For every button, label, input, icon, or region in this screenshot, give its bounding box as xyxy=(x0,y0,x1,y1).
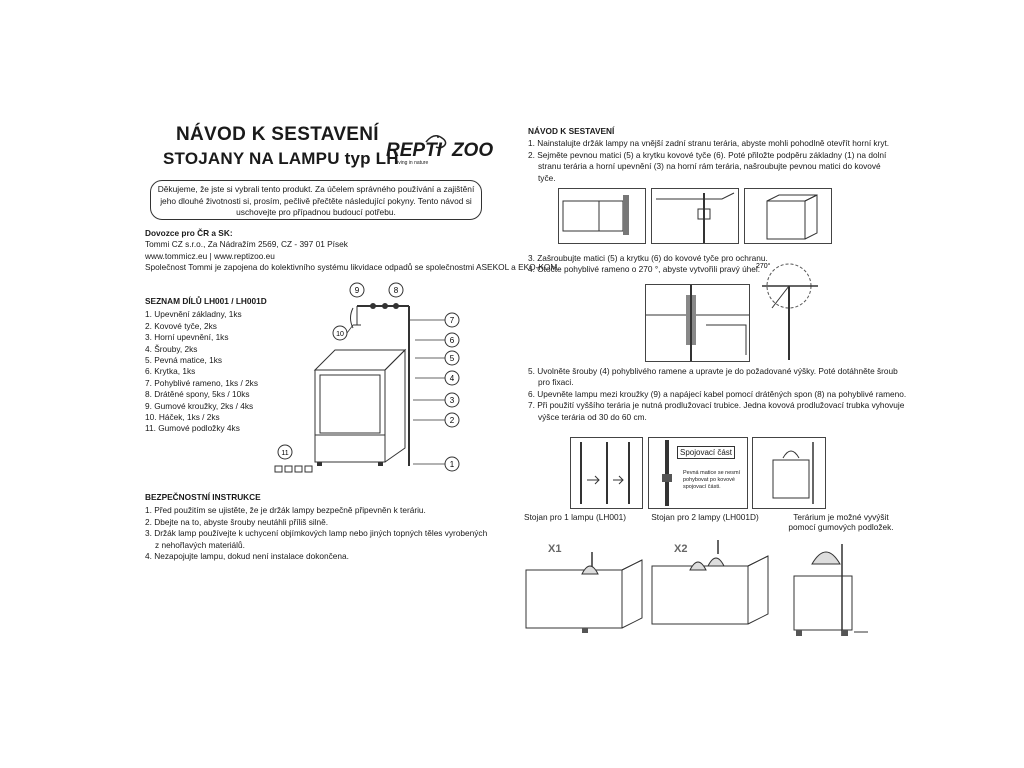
extension-image-1 xyxy=(570,437,643,509)
assembly-steps-b xyxy=(528,253,768,276)
safety-heading: BEZPEČNOSTNÍ INSTRUKCE xyxy=(145,492,261,502)
callout-9: 9 xyxy=(354,286,360,295)
parts-list xyxy=(145,296,267,435)
callout-11: 11 xyxy=(281,450,289,457)
extension-image-3 xyxy=(752,437,826,509)
logo-wordmark: REPTI ZOO xyxy=(386,140,494,161)
step2-image-3 xyxy=(744,188,832,244)
parts-item: 11. Gumové podložky 4ks xyxy=(145,423,240,434)
parts-item: 7. Pohyblivé rameno, 1ks / 2ks xyxy=(145,377,258,388)
raised-terrarium-diagram xyxy=(792,540,872,642)
importer-heading: Dovozce pro ČR a SK: xyxy=(145,228,233,238)
assembly-step: 5. Uvolněte šrouby (4) pohyblivého ramene a upravte je do požadované výšky. Poté dotáhněte šroub xyxy=(528,366,898,376)
safety-instructions xyxy=(145,492,487,562)
importer-block xyxy=(145,228,560,274)
callout-6: 6 xyxy=(449,336,455,345)
parts-item: 6. Krytka, 1ks xyxy=(145,366,196,377)
logo-tagline: living in nature xyxy=(396,160,429,166)
single-stand-diagram xyxy=(522,540,647,640)
safety-item: 4. Nezapojujte lampu, dokud není instalace dokončena. xyxy=(145,551,349,562)
rotation-diagram xyxy=(752,256,822,364)
importer-address: Tommi CZ s.r.o., Za Nádražím 2569, CZ - 397 01 Písek xyxy=(145,239,348,250)
parts-item: 4. Šrouby, 2ks xyxy=(145,343,198,354)
step2-image-2 xyxy=(651,188,739,244)
connector-label: Spojovací část xyxy=(677,446,735,459)
parts-item: 3. Horní upevnění, 1ks xyxy=(145,332,229,343)
importer-recycling: Společnost Tommi je zapojena do kolektivního systému likvidace odpadů se společnostmi ASEKOL a EKO-KOM. xyxy=(145,262,560,273)
parts-item: 1. Upevnění základny, 1ks xyxy=(145,309,242,320)
callout-1: 1 xyxy=(449,460,455,469)
importer-websites: www.tommicz.eu | www.reptizoo.eu xyxy=(145,250,275,261)
page-subtitle: STOJANY NA LAMPU typ LH xyxy=(163,149,399,168)
callout-2: 2 xyxy=(449,416,455,425)
callouts xyxy=(275,283,459,472)
assembly-step: pro fixaci. xyxy=(538,377,574,388)
safety-item: z nehořlavých materiálů. xyxy=(155,539,245,550)
assembly-step: 2. Sejměte pevnou matici (5) a krytku kovové tyče (6). Poté přiložte podpěru základny (1) na dolní xyxy=(528,149,887,160)
parts-item: 5. Pevná matice, 1ks xyxy=(145,355,223,366)
assembly-step: výšce terária od 30 do 60 cm. xyxy=(538,411,647,422)
assembly-heading: NÁVOD K SESTAVENÍ xyxy=(528,126,615,136)
assembly-step: 6. Upevněte lampu mezi kroužky (9) a napájecí kabel pomocí drátěných spon (8) na pohyblivé rameno. xyxy=(528,388,907,399)
angle-label: 270° xyxy=(756,263,771,270)
raise-caption xyxy=(776,512,906,532)
assembly-step: 1. Nainstalujte držák lampy na vnější zadní stranu terária, abyste mohli pohodlně otevřít horní kryt. xyxy=(528,138,890,149)
connector-note: Pevná matice se nesmí pohybovat po kovové spojovací části. xyxy=(683,470,741,490)
assembly-steps-c xyxy=(528,366,906,423)
double-mark: X2 xyxy=(674,543,688,555)
callout-10: 10 xyxy=(336,331,344,338)
parts-heading: SEZNAM DÍLŮ LH001 / LH001D xyxy=(145,296,267,306)
double-stand-caption: Stojan pro 2 lampy (LH001D) xyxy=(651,512,759,522)
intro-box: Děkujeme, že jste si vybrali tento produkt. Za účelem správného používání a zajištění jeho dlouhé životnosti si, prosím, pečlivě přečtěte následující pokyny. Tento návod si uschovejte pro případnou budoucí potřebu. xyxy=(150,180,482,220)
callout-7: 7 xyxy=(449,316,455,325)
safety-item: 1. Před použitím se ujistěte, že je držák lampy bezpečně připevněn k teráriu. xyxy=(145,505,426,516)
step3-image xyxy=(645,284,750,362)
parts-item: 10. Háček, 1ks / 2ks xyxy=(145,412,220,423)
assembly-step: tyče. xyxy=(538,172,556,183)
callout-5: 5 xyxy=(449,354,455,363)
extension-image-2 xyxy=(648,437,748,509)
raise-caption-line2: pomocí gumových podložek. xyxy=(788,522,894,532)
single-stand-caption: Stojan pro 1 lampu (LH001) xyxy=(524,512,626,522)
parts-diagram xyxy=(265,280,470,475)
reptizoo-logo xyxy=(386,128,496,168)
page-title: NÁVOD K SESTAVENÍ xyxy=(176,124,379,145)
raise-caption-line1: Terárium je možné vyvýšit xyxy=(793,512,889,522)
safety-item: 2. Dbejte na to, abyste šrouby neutáhli příliš silně. xyxy=(145,516,329,527)
assembly-step: stranu terária a horní upevnění (3) na horní rám terária, našroubujte pevnou matici do kovové xyxy=(538,161,881,172)
parts-item: 8. Drátěné spony, 5ks / 10ks xyxy=(145,389,250,400)
double-stand-diagram xyxy=(648,540,773,640)
single-mark: X1 xyxy=(548,543,562,555)
step2-image-1 xyxy=(558,188,646,244)
callout-3: 3 xyxy=(449,396,455,405)
assembly-step: 4. Otočte pohyblivé rameno o 270 °, abyste vytvořili pravý úhel. xyxy=(528,264,761,275)
assembly-step: 3. Zašroubujte matici (5) a krytku (6) do kovové tyče pro ochranu. xyxy=(528,253,768,263)
assembly-steps-a xyxy=(528,126,889,184)
assembly-step: 7. Při použití vyššího terária je nutná prodlužovací trubice. Jedna kovová prodlužovací trubka vyhovuje xyxy=(528,400,905,411)
safety-item: 3. Držák lamp používejte k uchycení objímkových lamp nebo jiných topných těles vyrobených xyxy=(145,528,488,539)
callout-4: 4 xyxy=(449,374,455,383)
callout-8: 8 xyxy=(393,286,399,295)
parts-item: 2. Kovové tyče, 2ks xyxy=(145,320,217,331)
parts-item: 9. Gumové kroužky, 2ks / 4ks xyxy=(145,400,254,411)
